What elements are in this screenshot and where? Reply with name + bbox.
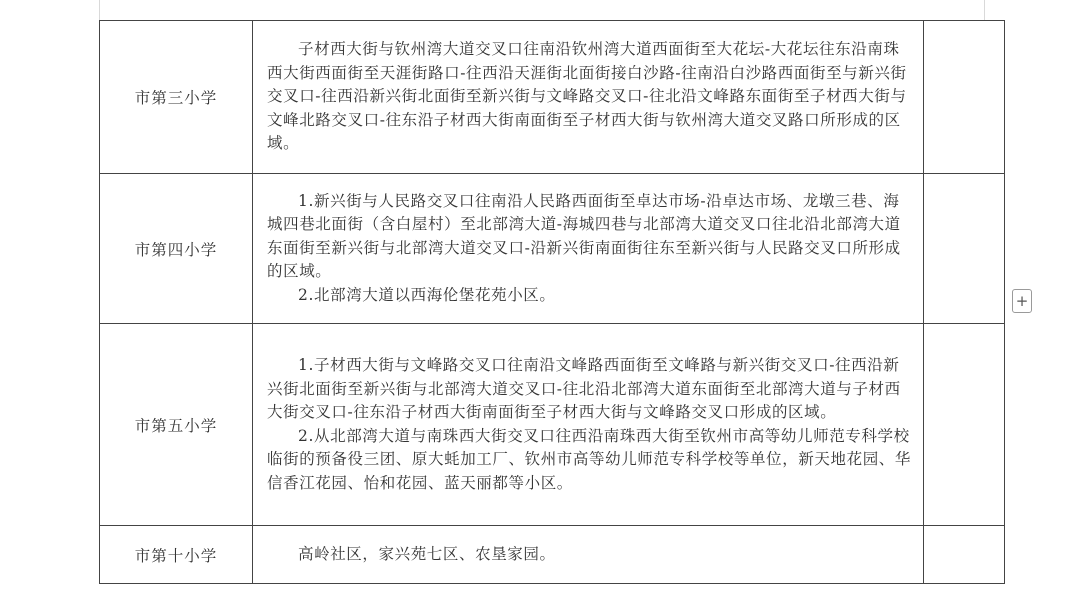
district-paragraph: 高岭社区，家兴苑七区、农垦家园。 [298, 544, 556, 563]
remark-cell [924, 324, 1005, 526]
district-paragraph: 2.北部湾大道以西海伦堡花苑小区。 [298, 285, 556, 304]
add-row-button[interactable] [1012, 289, 1032, 313]
district-paragraph: 2.从北部湾大道与南珠西大街交叉口往西沿南珠西大街至钦州市高等幼儿师范专科学校临街的预备役三团、原大蚝加工厂、钦州市高等幼儿师范专科学校等单位，新天地花园、华信香江花园、怡和花园、蓝天丽都等小区。 [267, 426, 912, 492]
table-row [100, 21, 1005, 174]
district-area-cell [253, 526, 924, 584]
school-name-cell: 市第五小学 [100, 324, 253, 526]
district-area-cell [253, 21, 924, 174]
district-paragraph: 子材西大街与钦州湾大道交叉口往南沿钦州湾大道西面街至大花坛-大花坛往东沿南珠西大街西面街至天涯街路口-往西沿天涯街北面街接白沙路-往南沿白沙路西面街至与新兴街交叉口-往西沿新兴街北面街至新兴街与文峰路交叉口-往北沿文峰路东面街至子材西大街与文峰北路交叉口-往东沿子材西大街南面街至子材西大街与钦州湾大道交叉路口所形成的区域。 [267, 40, 907, 153]
district-area-cell [253, 174, 924, 324]
table-row [100, 526, 1005, 584]
district-area-cell [253, 324, 924, 526]
remark-cell [924, 526, 1005, 584]
school-name-cell: 市第三小学 [100, 21, 253, 174]
table-row [100, 174, 1005, 324]
school-name-cell: 市第十小学 [100, 526, 253, 584]
school-name-cell: 市第四小学 [100, 174, 253, 324]
district-paragraph: 1.新兴街与人民路交叉口往南沿人民路西面街至卓达市场-沿卓达市场、龙墩三巷、海城四巷北面街（含白屋村）至北部湾大道-海城四巷与北部湾大道交叉口往北沿北部湾大道东面街至新兴街与北部湾大道交叉口-沿新兴街南面街往东至新兴街与人民路交叉口所形成的区域。 [267, 191, 901, 281]
table-row [100, 324, 1005, 526]
district-paragraph: 1.子材西大街与文峰路交叉口往南沿文峰路西面街至文峰路与新兴街交叉口-往西沿新兴街北面街至新兴街与北部湾大道交叉口-往北沿北部湾大道东面街至北部湾大道与子材西大街交叉口-往东沿子材西大街南面街至子材西大街与文峰路交叉口形成的区域。 [267, 356, 901, 421]
page-top-edge [99, 0, 985, 20]
plus-icon: + [1015, 292, 1029, 310]
remark-cell [924, 21, 1005, 174]
remark-cell [924, 174, 1005, 324]
school-district-table [99, 20, 1005, 584]
